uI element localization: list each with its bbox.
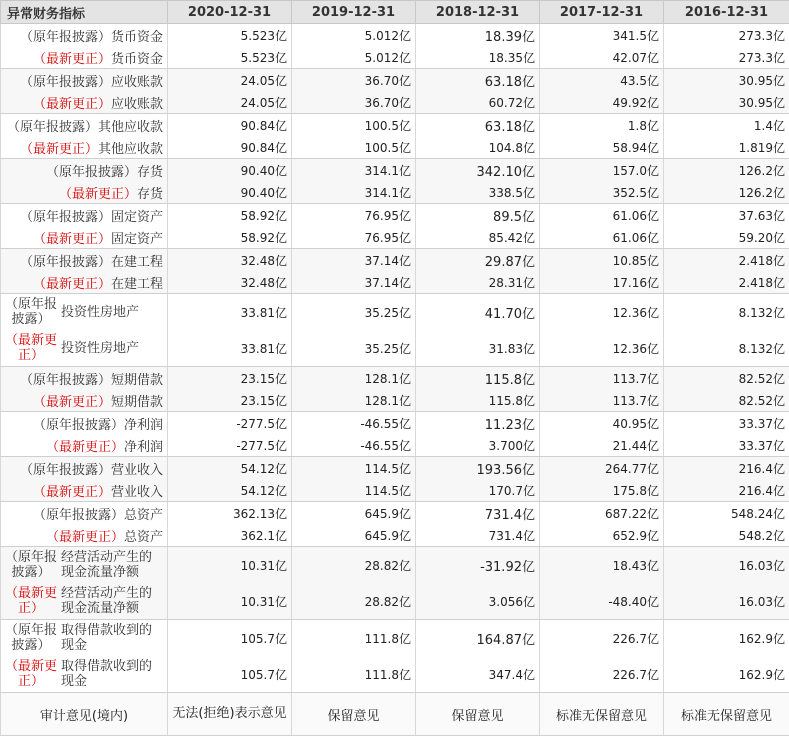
metric-label [1, 204, 168, 227]
table-row [1, 271, 789, 294]
value-cell: 37.63亿 [664, 204, 789, 227]
value-cell: 175.8亿 [540, 479, 664, 502]
value-cell: 32.48亿 [168, 271, 292, 294]
value-cell: 687.22亿 [540, 502, 664, 525]
value-cell: 105.7亿 [168, 620, 292, 657]
value-cell: 8.132亿 [664, 330, 789, 367]
table-row [1, 457, 789, 480]
original-disclosure-tag: （原年报披露） [20, 373, 111, 388]
value-cell: 548.2亿 [664, 524, 789, 547]
value-cell: 273.3亿 [664, 46, 789, 69]
metric-label [1, 91, 168, 114]
value-cell: 548.24亿 [664, 502, 789, 525]
value-cell: 33.37亿 [664, 434, 789, 457]
metric-name: 取得借款收到的现金 [61, 659, 161, 689]
table-row [1, 24, 789, 47]
value-cell: 3.056亿 [416, 583, 540, 620]
header-date: 2018-12-31 [416, 1, 540, 24]
value-cell: 113.7亿 [540, 389, 664, 412]
value-cell: -277.5亿 [168, 434, 292, 457]
value-cell: 347.4亿 [416, 656, 540, 693]
value-cell: 58.92亿 [168, 204, 292, 227]
metric-name: 存货 [137, 187, 163, 202]
metric-name: 营业收入 [111, 485, 163, 500]
value-cell: 21.44亿 [540, 434, 664, 457]
audit-value: 无法(拒绝)表示意见 [168, 693, 292, 736]
value-cell: 76.95亿 [292, 204, 416, 227]
value-cell: 114.5亿 [292, 457, 416, 480]
value-cell: 37.14亿 [292, 271, 416, 294]
value-cell: 3.700亿 [416, 434, 540, 457]
metric-name: 取得借款收到的现金 [61, 623, 161, 653]
value-cell: 111.8亿 [292, 620, 416, 657]
metric-name: 总资产 [124, 508, 163, 523]
latest-correction-tag: （最新更正） [46, 440, 124, 455]
value-cell: 100.5亿 [292, 136, 416, 159]
metric-label [1, 46, 168, 69]
metric-name: 固定资产 [111, 210, 163, 225]
value-cell: -48.40亿 [540, 583, 664, 620]
value-cell: 216.4亿 [664, 479, 789, 502]
table-row [1, 226, 789, 249]
value-cell: 33.81亿 [168, 294, 292, 331]
value-cell: 652.9亿 [540, 524, 664, 547]
metric-name: 短期借款 [111, 395, 163, 410]
metric-name: 固定资产 [111, 232, 163, 247]
audit-value: 保留意见 [292, 693, 416, 736]
value-cell: 126.2亿 [664, 181, 789, 204]
original-disclosure-tag: （原年报披露） [20, 30, 111, 45]
original-disclosure-tag: （原年报披露） [20, 210, 111, 225]
value-cell: 58.92亿 [168, 226, 292, 249]
value-cell: 1.8亿 [540, 114, 664, 137]
value-cell: 5.523亿 [168, 46, 292, 69]
latest-correction-tag: （最新更正） [33, 97, 111, 112]
table-row [1, 69, 789, 92]
audit-value: 保留意见 [416, 693, 540, 736]
value-cell: 170.7亿 [416, 479, 540, 502]
value-cell: 28.82亿 [292, 583, 416, 620]
metric-name: 投资性房地产 [61, 305, 161, 320]
metric-name: 在建工程 [111, 277, 163, 292]
value-cell: 29.87亿 [416, 249, 540, 272]
table-row [1, 294, 789, 331]
value-cell: 338.5亿 [416, 181, 540, 204]
metric-name: 短期借款 [111, 373, 163, 388]
value-cell: 49.92亿 [540, 91, 664, 114]
value-cell: 16.03亿 [664, 583, 789, 620]
value-cell: 18.39亿 [416, 24, 540, 47]
value-cell: 33.37亿 [664, 412, 789, 435]
value-cell: 35.25亿 [292, 294, 416, 331]
value-cell: 31.83亿 [416, 330, 540, 367]
metric-label [1, 389, 168, 412]
latest-correction-tag: （最新更正） [59, 187, 137, 202]
value-cell: 63.18亿 [416, 69, 540, 92]
value-cell: 115.8亿 [416, 389, 540, 412]
metric-name: 净利润 [124, 440, 163, 455]
table-row [1, 367, 789, 390]
value-cell: 157.0亿 [540, 159, 664, 182]
header-title: 异常财务指标 [1, 1, 168, 24]
metric-name: 应收账款 [111, 97, 163, 112]
value-cell: 11.23亿 [416, 412, 540, 435]
table-row [1, 412, 789, 435]
header-row [1, 1, 789, 24]
audit-value: 标准无保留意见 [540, 693, 664, 736]
table-row [1, 434, 789, 457]
metric-name: 经营活动产生的现金流量净额 [61, 586, 161, 616]
metric-label [1, 583, 168, 620]
value-cell: 12.36亿 [540, 294, 664, 331]
table-row [1, 330, 789, 367]
original-disclosure-tag: （原年报披露） [20, 255, 111, 270]
header-date: 2017-12-31 [540, 1, 664, 24]
table-row [1, 656, 789, 693]
value-cell: 10.85亿 [540, 249, 664, 272]
value-cell: -277.5亿 [168, 412, 292, 435]
value-cell: 59.20亿 [664, 226, 789, 249]
original-disclosure-tag: （原年报披露） [5, 297, 57, 327]
metric-label [1, 24, 168, 47]
value-cell: 645.9亿 [292, 524, 416, 547]
value-cell: 54.12亿 [168, 457, 292, 480]
audit-value: 标准无保留意见 [664, 693, 789, 736]
latest-correction-tag: （最新更正） [5, 586, 57, 616]
value-cell: 90.84亿 [168, 136, 292, 159]
value-cell: 90.40亿 [168, 181, 292, 204]
audit-row [1, 693, 789, 736]
table-row [1, 136, 789, 159]
latest-correction-tag: （最新更正） [33, 485, 111, 500]
metric-label [1, 249, 168, 272]
original-disclosure-tag: （原年报披露） [46, 165, 137, 180]
value-cell: -46.55亿 [292, 412, 416, 435]
value-cell: -46.55亿 [292, 434, 416, 457]
metric-label [1, 136, 168, 159]
value-cell: 82.52亿 [664, 389, 789, 412]
metric-label [1, 547, 168, 584]
value-cell: 100.5亿 [292, 114, 416, 137]
original-disclosure-tag: （原年报披露） [20, 75, 111, 90]
value-cell: 162.9亿 [664, 620, 789, 657]
value-cell: 314.1亿 [292, 159, 416, 182]
metric-label [1, 367, 168, 390]
value-cell: 128.1亿 [292, 389, 416, 412]
metric-label [1, 271, 168, 294]
value-cell: 162.9亿 [664, 656, 789, 693]
metric-label [1, 330, 168, 367]
table-row [1, 479, 789, 502]
value-cell: 105.7亿 [168, 656, 292, 693]
value-cell: 16.03亿 [664, 547, 789, 584]
metric-name: 其他应收款 [98, 120, 163, 135]
value-cell: 17.16亿 [540, 271, 664, 294]
value-cell: 63.18亿 [416, 114, 540, 137]
metric-label [1, 434, 168, 457]
table-row [1, 249, 789, 272]
value-cell: 2.418亿 [664, 249, 789, 272]
latest-correction-tag: （最新更正） [33, 277, 111, 292]
latest-correction-tag: （最新更正） [33, 395, 111, 410]
value-cell: 362.1亿 [168, 524, 292, 547]
value-cell: 5.523亿 [168, 24, 292, 47]
value-cell: 76.95亿 [292, 226, 416, 249]
original-disclosure-tag: （原年报披露） [33, 508, 124, 523]
metric-label [1, 114, 168, 137]
value-cell: 226.7亿 [540, 620, 664, 657]
value-cell: 90.84亿 [168, 114, 292, 137]
value-cell: 36.70亿 [292, 69, 416, 92]
value-cell: 12.36亿 [540, 330, 664, 367]
table-row [1, 46, 789, 69]
table-row [1, 524, 789, 547]
metric-label [1, 294, 168, 331]
metric-label [1, 656, 168, 693]
original-disclosure-tag: （原年报披露） [5, 550, 57, 580]
value-cell: 113.7亿 [540, 367, 664, 390]
value-cell: 5.012亿 [292, 46, 416, 69]
metric-name: 存货 [137, 165, 163, 180]
original-disclosure-tag: （原年报披露） [33, 418, 124, 433]
value-cell: 41.70亿 [416, 294, 540, 331]
metric-label [1, 524, 168, 547]
metric-name: 应收账款 [111, 75, 163, 90]
value-cell: 42.07亿 [540, 46, 664, 69]
value-cell: 111.8亿 [292, 656, 416, 693]
metric-label [1, 226, 168, 249]
metric-label [1, 457, 168, 480]
value-cell: 89.5亿 [416, 204, 540, 227]
header-date: 2019-12-31 [292, 1, 416, 24]
table-row [1, 583, 789, 620]
value-cell: 273.3亿 [664, 24, 789, 47]
value-cell: -31.92亿 [416, 547, 540, 584]
value-cell: 264.77亿 [540, 457, 664, 480]
value-cell: 28.31亿 [416, 271, 540, 294]
latest-correction-tag: （最新更正） [20, 142, 98, 157]
value-cell: 33.81亿 [168, 330, 292, 367]
value-cell: 193.56亿 [416, 457, 540, 480]
value-cell: 1.819亿 [664, 136, 789, 159]
metric-name: 营业收入 [111, 463, 163, 478]
table-row [1, 91, 789, 114]
table-row [1, 389, 789, 412]
metric-label [1, 159, 168, 182]
value-cell: 61.06亿 [540, 226, 664, 249]
table-body [1, 24, 789, 736]
metric-label [1, 620, 168, 657]
value-cell: 731.4亿 [416, 502, 540, 525]
value-cell: 18.35亿 [416, 46, 540, 69]
metric-name: 货币资金 [111, 30, 163, 45]
metric-name: 投资性房地产 [61, 341, 161, 356]
metric-name: 其他应收款 [98, 142, 163, 157]
value-cell: 645.9亿 [292, 502, 416, 525]
table-row [1, 547, 789, 584]
latest-correction-tag: （最新更正） [33, 232, 111, 247]
header-date: 2016-12-31 [664, 1, 789, 24]
original-disclosure-tag: （原年报披露） [7, 120, 98, 135]
value-cell: 128.1亿 [292, 367, 416, 390]
value-cell: 342.10亿 [416, 159, 540, 182]
metric-label [1, 412, 168, 435]
value-cell: 352.5亿 [540, 181, 664, 204]
value-cell: 126.2亿 [664, 159, 789, 182]
value-cell: 114.5亿 [292, 479, 416, 502]
value-cell: 54.12亿 [168, 479, 292, 502]
value-cell: 18.43亿 [540, 547, 664, 584]
value-cell: 37.14亿 [292, 249, 416, 272]
value-cell: 216.4亿 [664, 457, 789, 480]
value-cell: 35.25亿 [292, 330, 416, 367]
value-cell: 30.95亿 [664, 91, 789, 114]
value-cell: 8.132亿 [664, 294, 789, 331]
value-cell: 24.05亿 [168, 91, 292, 114]
table-row [1, 502, 789, 525]
value-cell: 226.7亿 [540, 656, 664, 693]
value-cell: 731.4亿 [416, 524, 540, 547]
value-cell: 5.012亿 [292, 24, 416, 47]
audit-label: 审计意见(境内) [1, 693, 168, 736]
metric-label [1, 479, 168, 502]
original-disclosure-tag: （原年报披露） [5, 623, 57, 653]
original-disclosure-tag: （原年报披露） [20, 463, 111, 478]
latest-correction-tag: （最新更正） [46, 530, 124, 545]
metric-label [1, 69, 168, 92]
value-cell: 164.87亿 [416, 620, 540, 657]
latest-correction-tag: （最新更正） [5, 333, 57, 363]
metric-label [1, 181, 168, 204]
header-date: 2020-12-31 [168, 1, 292, 24]
value-cell: 40.95亿 [540, 412, 664, 435]
latest-correction-tag: （最新更正） [5, 659, 57, 689]
metric-name: 货币资金 [111, 52, 163, 67]
metric-name: 在建工程 [111, 255, 163, 270]
value-cell: 43.5亿 [540, 69, 664, 92]
metric-name: 净利润 [124, 418, 163, 433]
value-cell: 362.13亿 [168, 502, 292, 525]
metric-name: 经营活动产生的现金流量净额 [61, 550, 161, 580]
table-row [1, 620, 789, 657]
table-row [1, 181, 789, 204]
value-cell: 1.4亿 [664, 114, 789, 137]
value-cell: 341.5亿 [540, 24, 664, 47]
value-cell: 23.15亿 [168, 367, 292, 390]
value-cell: 32.48亿 [168, 249, 292, 272]
table-row [1, 114, 789, 137]
metric-label [1, 502, 168, 525]
value-cell: 10.31亿 [168, 583, 292, 620]
value-cell: 36.70亿 [292, 91, 416, 114]
value-cell: 90.40亿 [168, 159, 292, 182]
metric-name: 总资产 [124, 530, 163, 545]
value-cell: 82.52亿 [664, 367, 789, 390]
value-cell: 314.1亿 [292, 181, 416, 204]
table-row [1, 159, 789, 182]
table-row [1, 204, 789, 227]
latest-correction-tag: （最新更正） [33, 52, 111, 67]
value-cell: 58.94亿 [540, 136, 664, 159]
value-cell: 28.82亿 [292, 547, 416, 584]
value-cell: 2.418亿 [664, 271, 789, 294]
value-cell: 60.72亿 [416, 91, 540, 114]
value-cell: 10.31亿 [168, 547, 292, 584]
value-cell: 24.05亿 [168, 69, 292, 92]
value-cell: 30.95亿 [664, 69, 789, 92]
value-cell: 104.8亿 [416, 136, 540, 159]
value-cell: 23.15亿 [168, 389, 292, 412]
value-cell: 85.42亿 [416, 226, 540, 249]
value-cell: 61.06亿 [540, 204, 664, 227]
value-cell: 115.8亿 [416, 367, 540, 390]
